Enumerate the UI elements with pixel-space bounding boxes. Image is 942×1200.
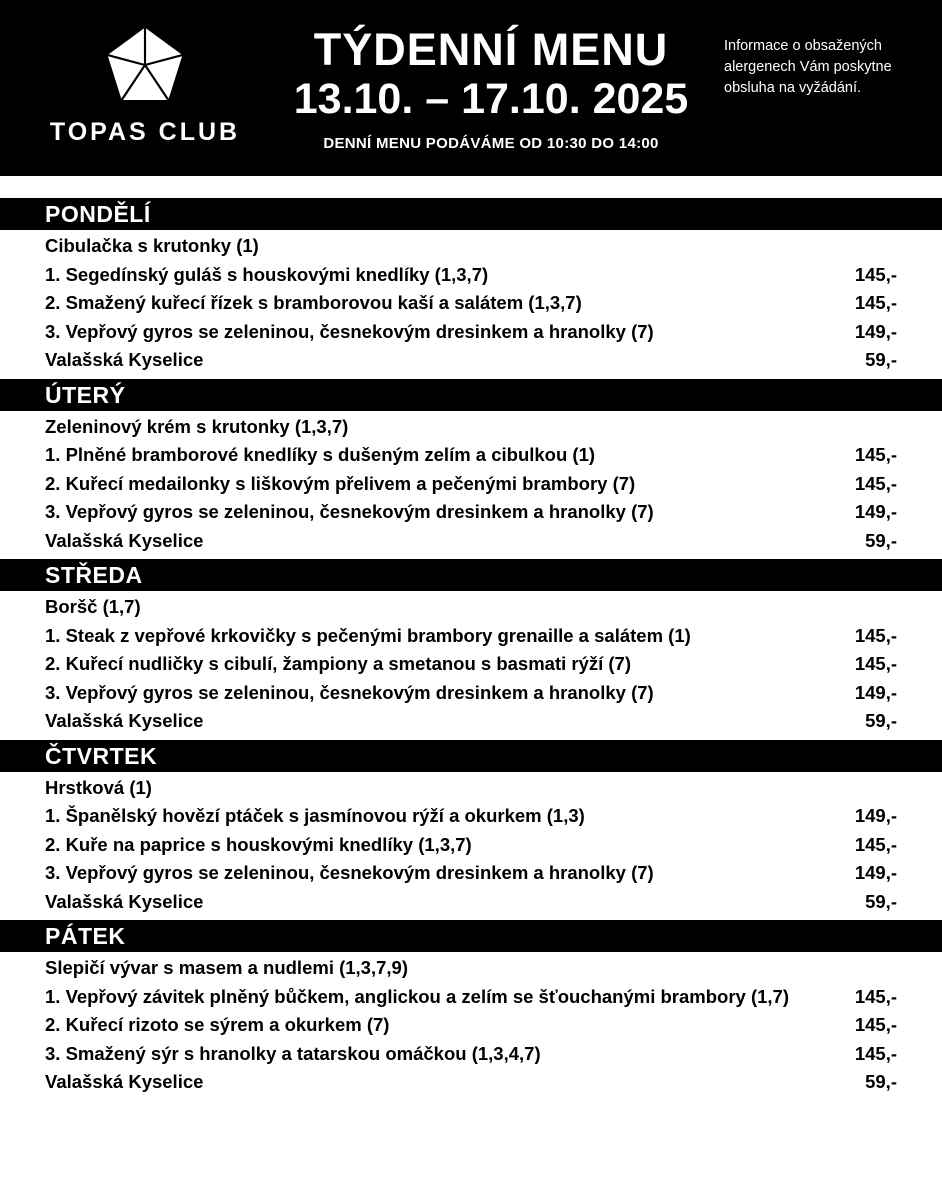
- day-body-tuesday: [0, 411, 942, 560]
- weekly-menu: [0, 198, 942, 1101]
- menu-item-row: [45, 983, 897, 1012]
- menu-item-price: 59,-: [865, 529, 897, 551]
- day-body-thursday: [0, 772, 942, 921]
- menu-item-row: [45, 707, 897, 736]
- menu-item-row: [45, 622, 897, 651]
- page-title: TÝDENNÍ MENU: [313, 24, 669, 75]
- menu-item-price: 145,-: [854, 985, 897, 1007]
- day-body-monday: [0, 230, 942, 379]
- menu-item-price: 145,-: [854, 292, 897, 313]
- menu-item-name: Hrstková (1): [45, 776, 152, 798]
- pentagon-logo-icon: [102, 22, 188, 108]
- menu-item-row: [45, 593, 897, 622]
- day-header-tuesday: ÚTERÝ: [0, 379, 942, 411]
- menu-item-name: 3. Vepřový gyros se zeleninou, česnekovým dresinkem a hranolky (7): [45, 862, 654, 883]
- menu-item-row: [45, 650, 897, 679]
- menu-item-row: [45, 261, 897, 290]
- day-header-wednesday: STŘEDA: [0, 559, 942, 591]
- menu-item-name: 2. Smažený kuřecí řízek s bramborovou kaší a salátem (1,3,7): [45, 292, 582, 313]
- menu-item-row: [45, 346, 897, 375]
- menu-item-price: 59,-: [865, 349, 897, 370]
- menu-item-name: Valašská Kyselice: [45, 529, 204, 551]
- menu-item-name: 3. Smažený sýr s hranolky a tatarskou omáčkou (1,3,4,7): [45, 1042, 541, 1064]
- day-header-friday: PÁTEK: [0, 920, 942, 952]
- menu-item-name: Slepičí vývar s masem a nudlemi (1,3,7,9): [45, 957, 408, 978]
- header-gap: [0, 176, 942, 198]
- menu-item-name: 2. Kuřecí medailonky s liškovým přelivem a pečenými brambory (7): [45, 472, 636, 494]
- menu-item-price: 59,-: [865, 1071, 897, 1092]
- menu-item-price: 145,-: [854, 653, 897, 674]
- menu-date-range: 13.10. – 17.10. 2025: [293, 75, 689, 124]
- menu-item-name: 1. Vepřový závitek plněný bůčkem, anglickou a zelím se šťouchanými brambory (1,7): [45, 985, 789, 1007]
- menu-item-row: [45, 232, 897, 261]
- menu-item-row: [45, 859, 897, 888]
- day-header-thursday: ČTVRTEK: [0, 740, 942, 772]
- menu-item-price: 149,-: [854, 501, 897, 522]
- menu-item-name: 1. Segedínský guláš s houskovými knedlíky (1,3,7): [45, 263, 489, 285]
- menu-item-row: [45, 413, 897, 442]
- menu-item-name: 1. Steak z vepřové krkovičky s pečenými brambory grenaille a salátem (1): [45, 624, 691, 646]
- menu-item-name: 2. Kuřecí rizoto se sýrem a okurkem (7): [45, 1014, 390, 1035]
- menu-item-name: 1. Španělský hovězí ptáček s jasmínovou rýží a okurkem (1,3): [45, 805, 585, 826]
- menu-item-row: [45, 802, 897, 831]
- menu-item-row: [45, 498, 897, 527]
- menu-item-name: 2. Kuře na paprice s houskovými knedlíky (1,3,7): [45, 833, 472, 855]
- menu-item-row: [45, 679, 897, 708]
- menu-item-row: [45, 888, 897, 917]
- serving-hours-note: DENNÍ MENU PODÁVÁME OD 10:30 DO 14:00: [323, 134, 659, 152]
- day-header-monday: PONDĚLÍ: [0, 198, 942, 230]
- menu-item-name: Valašská Kyselice: [45, 710, 204, 731]
- menu-item-name: 3. Vepřový gyros se zeleninou, česnekovým dresinkem a hranolky (7): [45, 320, 654, 342]
- menu-item-row: [45, 1040, 897, 1069]
- menu-item-name: 1. Plněné bramborové knedlíky s dušeným zelím a cibulkou (1): [45, 444, 596, 465]
- menu-item-row: [45, 1068, 897, 1097]
- menu-item-price: 145,-: [854, 624, 897, 646]
- menu-item-name: Valašská Kyselice: [45, 349, 204, 370]
- menu-item-name: 3. Vepřový gyros se zeleninou, česnekovým dresinkem a hranolky (7): [45, 681, 654, 703]
- day-body-friday: [0, 952, 942, 1101]
- allergen-note: Informace o obsažených alergenech Vám poskytne obsluha na vyžádání.: [724, 38, 892, 97]
- menu-item-name: 3. Vepřový gyros se zeleninou, česnekovým dresinkem a hranolky (7): [45, 501, 654, 522]
- menu-item-price: 149,-: [854, 681, 897, 703]
- menu-item-name: Valašská Kyselice: [45, 1071, 204, 1092]
- menu-item-price: 149,-: [854, 862, 897, 883]
- menu-item-name: Zeleninový krém s krutonky (1,3,7): [45, 415, 349, 437]
- menu-item-price: 59,-: [865, 890, 897, 912]
- menu-item-row: [45, 441, 897, 470]
- menu-item-price: 145,-: [854, 263, 897, 285]
- menu-item-name: 2. Kuřecí nudličky s cibulí, žampiony a smetanou s basmati rýží (7): [45, 653, 632, 674]
- menu-item-name: Boršč (1,7): [45, 596, 141, 617]
- menu-item-name: Cibulačka s krutonky (1): [45, 235, 259, 256]
- menu-item-row: [45, 1011, 897, 1040]
- brand-name: TOPAS CLUB: [49, 118, 241, 146]
- menu-item-row: [45, 831, 897, 860]
- menu-item-row: [45, 527, 897, 556]
- menu-item-price: 145,-: [854, 833, 897, 855]
- day-body-wednesday: [0, 591, 942, 740]
- brand-block: [20, 10, 270, 147]
- menu-item-price: 145,-: [854, 444, 897, 465]
- menu-item-row: [45, 954, 897, 983]
- menu-item-price: 59,-: [865, 710, 897, 731]
- page-header: [0, 0, 942, 176]
- menu-item-price: 145,-: [854, 472, 897, 494]
- menu-item-row: [45, 470, 897, 499]
- title-block: [270, 10, 712, 152]
- menu-item-row: [45, 774, 897, 803]
- menu-item-price: 145,-: [854, 1042, 897, 1064]
- menu-item-row: [45, 289, 897, 318]
- menu-item-name: Valašská Kyselice: [45, 890, 204, 912]
- menu-item-row: [45, 318, 897, 347]
- menu-item-price: 145,-: [854, 1014, 897, 1035]
- menu-item-price: 149,-: [854, 320, 897, 342]
- menu-item-price: 149,-: [854, 805, 897, 826]
